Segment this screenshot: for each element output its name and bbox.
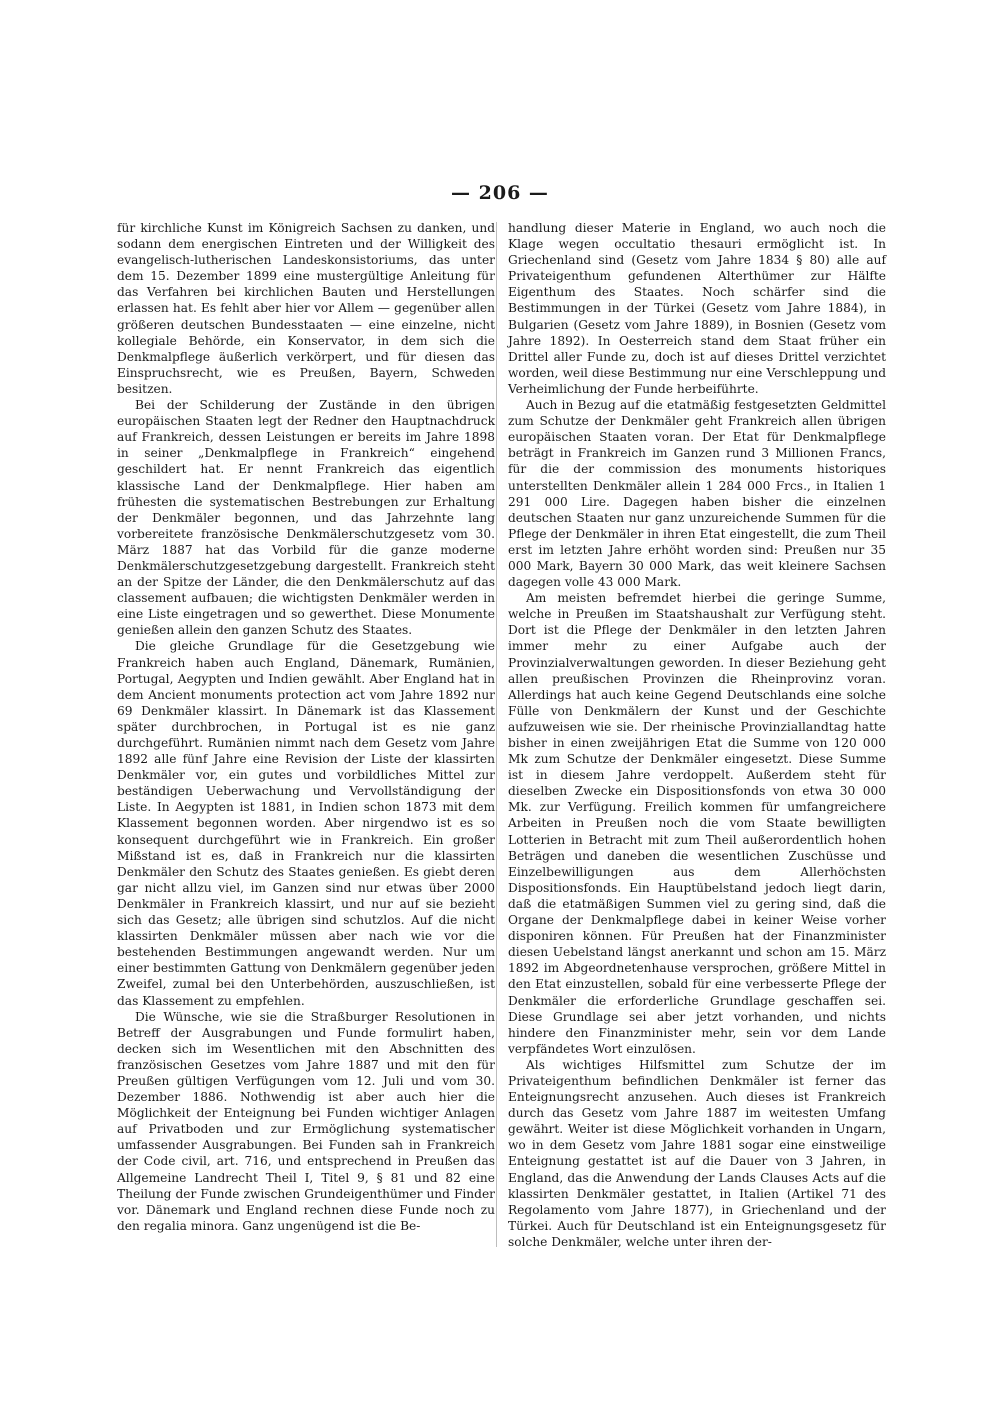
paragraph: Auch in Bezug auf die etatmäßig festgesetzten Geldmittel zum Schutze der Denkmäler geht Frankreich allen übrigen europäischen Staaten voran. Der Etat für Denkmalpflege beträgt in Frankreich im Ganzen rund 3 Millionen Francs, für die der commission des monuments historiques unterstellten Denkmäler allein 1 284 000 Frcs., in Italien 1 291 000 Lire. Dagegen haben bisher die einzelnen deutschen Staaten nur ganz unzureichende Summen für die Pflege der Denkmäler in ihren Etat eingestellt, die zum Theil erst im letzten Jahre erhöht worden sind: Preußen nur 35 000 Mark, Bayern 30 000 Mark, das weit kleinere Sachsen dagegen volle 43 000 Mark. xyxy=(508,398,886,590)
paragraph: Bei der Schilderung der Zustände in den übrigen europäischen Staaten legt der Redner den Hauptnachdruck auf Frankreich, dessen Leistungen er bereits im Jahre 1898 in seiner „Denkmalpflege in Frankreich“ eingehend geschildert hat. Er nennt Frankreich das eigentlich klassische Land der Denkmalpflege. Hier haben am frühesten die systematischen Bestrebungen zur Erhaltung der Denkmäler begonnen, und das Jahrzehnte lang vorbereitete französische Denkmälerschutzgesetz vom 30. März 1887 hat das Vorbild für die ganze moderne Denkmälerschutzgesetzgebung dargestellt. Frankreich steht an der Spitze der Länder, die den Denkmälerschutz auf das classement aufbauen; die wichtigsten Denkmäler werden in eine Liste eingetragen und so gewerthet. Diese Monumente genießen allein den ganzen Schutz des Staates. xyxy=(117,398,495,638)
paragraph: Die Wünsche, wie sie die Straßburger Resolutionen in Betreff der Ausgrabungen und Funde formulirt haben, decken sich im Wesentlichen mit den Abschnitten des französischen Gesetzes vom Jahre 1887 und mit den für Preußen gültigen Verfügungen vom 12. Juli und vom 30. Dezember 1886. Nothwendig ist aber auch hier die Möglichkeit der Enteignung bei Funden wichtiger Anlagen auf Privatboden und zur Ermöglichung systematischer umfassender Ausgrabungen. Bei Funden sah in Frankreich der Code civil, art. 716, und entsprechend in Preußen das Allgemeine Landrecht Theil I, Titel 9, § 81 und 82 eine Theilung der Funde zwischen Grundeigenthümer und Finder vor. Dänemark und England rechnen diese Funde noch zu den regalia minora. Ganz ungenügend ist die Be- xyxy=(117,1009,495,1233)
page-number: — 206 — xyxy=(451,182,549,204)
paragraph: handlung dieser Materie in England, wo auch noch die Klage wegen occultatio thesauri ermöglicht ist. In Griechenland sind (Gesetz vom Jahre 1834 § 80) alle auf Privateigenthum gefundenen Alterthümer zur Hälfte Eigenthum des Staates. Noch schärfer sind die Bestimmungen in der Türkei (Gesetz vom Jahre 1884), in Bulgarien (Gesetz vom Jahre 1889), in Bosnien (Gesetz vom Jahre 1892). In Oesterreich stand dem Staat früher ein Drittel aller Funde zu, doch ist auf dieses Drittel verzichtet worden, weil diese Bestimmung nur eine Verschleppung und Verheimlichung der Funde herbeiführte. xyxy=(508,221,886,396)
right-column xyxy=(508,220,886,1250)
column-divider xyxy=(496,222,497,1247)
paragraph: Am meisten befremdet hierbei die geringe Summe, welche in Preußen im Staatshaushalt zur Verfügung steht. Dort ist die Pflege der Denkmäler in den letzten Jahren immer mehr zu einer Aufgabe auch der Provinzialverwaltungen geworden. In dieser Beziehung geht allen preußischen Provinzen die Rheinprovinz voran. Allerdings hat auch keine Gegend Deutschlands eine solche Fülle von Denkmälern der Kunst und der Geschichte aufzuweisen wie sie. Der rheinische Provinziallandtag hatte bisher in einen zweijährigen Etat die Summe von 120 000 Mk zum Schutze der Denkmäler eingesetzt. Diese Summe ist in diesem Jahre verdoppelt. Außerdem steht für dieselben Zwecke ein Dispositionsfonds von etwa 30 000 Mk. zur Verfügung. Freilich kommen für umfangreichere Arbeiten in Preußen noch die vom Staate bewilligten Lotterien in Betracht mit zum Theil außerordentlich hohen Beträgen und daneben die wesentlichen Zuschüsse und Einzelbewilligungen aus dem Allerhöchsten Dispositionsfonds. Ein Hauptübelstand jedoch liegt darin, daß die etatmäßigen Summen viel zu gering sind, daß die Organe der Denkmalpflege dabei in keiner Weise vorher disponiren können. Für Preußen hat der Finanzminister diesen Uebelstand längst anerkannt und schon am 15. März 1892 im Abgeordnetenhause versprochen, größere Mittel in den Etat einzustellen, sobald für eine verbesserte Pflege der Denkmäler die erforderliche Grundlage geschaffen sei. Diese Grundlage sei aber jetzt vorhanden, und nichts hindere den Finanzminister mehr, sein vor dem Lande verpfändetes Wort einzulösen. xyxy=(508,591,886,1056)
left-column xyxy=(117,220,495,1234)
paragraph: für kirchliche Kunst im Königreich Sachsen zu danken, und sodann dem energischen Eintreten und der Willigkeit des evangelisch-lutherischen Landeskonsistoriums, das unter dem 15. Dezember 1899 eine mustergültige Anleitung für das Verfahren bei kirchlichen Bauten und Herstellungen erlassen hat. Es fehlt aber hier vor Allem — gegenüber allen größeren deutschen Bundesstaaten — eine einzelne, nicht kollegiale Behörde, ein Konservator, in dem sich die Denkmalpflege äußerlich verkörpert, und für diesen das Einspruchsrecht, wie es Preußen, Bayern, Schweden besitzen. xyxy=(117,221,495,396)
paragraph: Die gleiche Grundlage für die Gesetzgebung wie Frankreich haben auch England, Dänemark, Rumänien, Portugal, Aegypten und Indien gewählt. Aber England hat in dem Ancient monuments protection act vom Jahre 1892 nur 69 Denkmäler klassirt. In Dänemark ist das Klassement später durchbrochen, in Portugal ist es nie ganz durchgeführt. Rumänien nimmt nach dem Gesetz vom Jahre 1892 alle fünf Jahre eine Revision der Liste der klassirten Denkmäler vor, ein gutes und vorbildliches Mittel zur beständigen Ueberwachung und Vervollständigung der Liste. In Aegypten ist 1881, in Indien schon 1873 mit dem Klassement begonnen worden. Aber nirgendwo ist es so konsequent durchgeführt wie in Frankreich. Ein großer Mißstand ist es, daß in Frankreich nur die klassirten Denkmäler den Schutz des Staates genießen. Es giebt deren gar nicht allzu viel, im Ganzen sind nur etwas über 2000 Denkmäler in Frankreich klassirt, und nur auf sie bezieht sich das Gesetz; alle übrigen sind schutzlos. Auf die nicht klassirten Denkmäler müssen aber nach wie vor die bestehenden Bestimmungen angewandt werden. Nur um einer bestimmten Gattung von Denkmälern gegenüber jeden Zweifel, zumal bei den Unterbehörden, auszuschließen, ist das Klassement zu empfehlen. xyxy=(117,639,495,1008)
paragraph: Als wichtiges Hilfsmittel zum Schutze der im Privateigenthum befindlichen Denkmäler ist ferner das Enteignungsrecht anzusehen. Auch dieses ist Frankreich durch das Gesetz vom Jahre 1887 im weitesten Umfang gewährt. Weiter ist diese Möglichkeit vorhanden in Ungarn, wo in dem Gesetz vom Jahre 1881 sogar eine einstweilige Enteignung gestattet ist auf die Dauer von 3 Jahren, in England, das die Anwendung der Lands Clauses Acts auf die klassirten Denkmäler gestattet, in Italien (Artikel 71 des Regolamento vom Jahre 1877), in Griechenland und der Türkei. Auch für Deutschland ist ein Enteignungsgesetz für solche Denkmäler, welche unter ihren der- xyxy=(508,1057,886,1249)
